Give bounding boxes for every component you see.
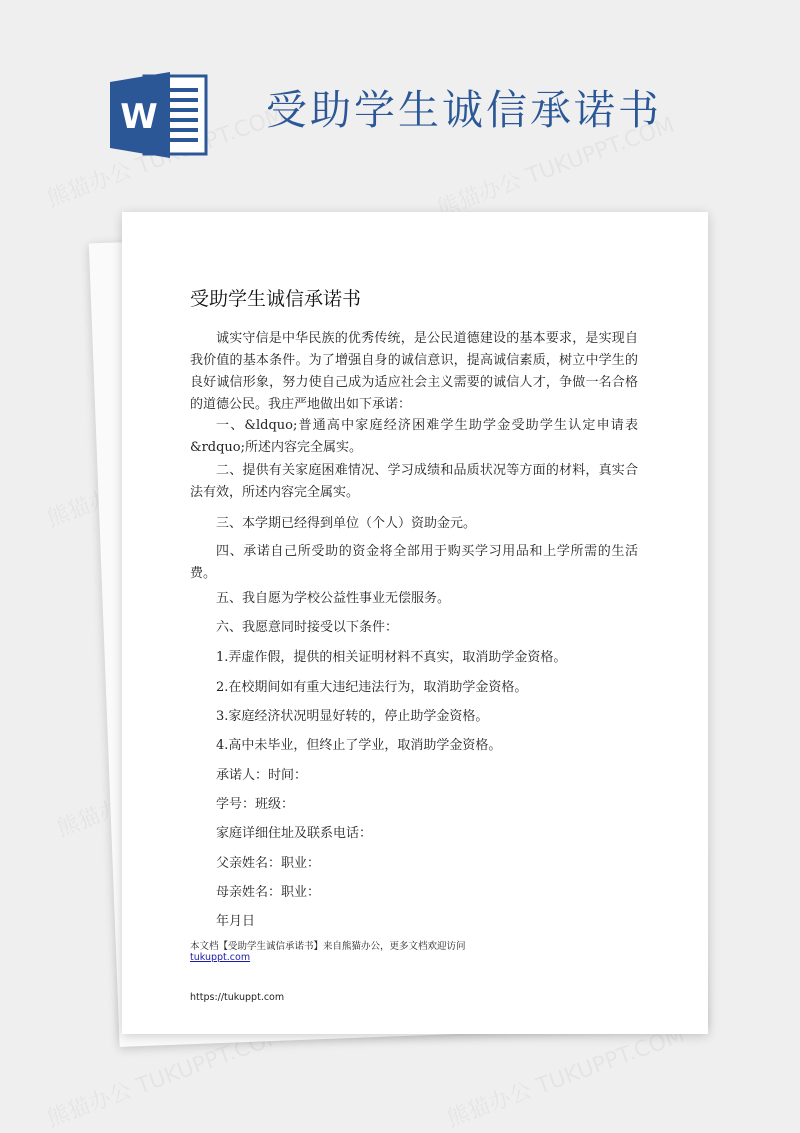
svg-text:W: W [120, 97, 158, 137]
field-address-phone: 家庭详细住址及联系电话： [216, 826, 373, 841]
footer-source-text: 本文档【受助学生诚信承诺书】来自熊猫办公，更多文档欢迎访问 [190, 941, 466, 952]
pledge-item-1: 一、&ldquo;普通高中家庭经济困难学生助学金受助学生认定申请表&rdquo;所述内容完全属实。 [190, 418, 638, 455]
pledge-item-3: 三、本学期已经得到单位（个人）资助金元。 [216, 516, 477, 531]
condition-item-1: 1.弄虚作假，提供的相关证明材料不真实，取消助学金资格。 [216, 650, 567, 665]
word-document-icon [108, 72, 212, 158]
field-mother: 母亲姓名：职业： [216, 885, 321, 900]
pledge-item-2: 二、提供有关家庭困难情况、学习成绩和品质状况等方面的材料，真实合法有效，所述内容完全属实。 [190, 463, 638, 500]
condition-item-2: 2.在校期间如有重大违纪违法行为，取消助学金资格。 [216, 680, 528, 695]
pledge-item-4: 四、承诺自己所受助的资金将全部用于购买学习用品和上学所需的生活费。 [190, 544, 638, 581]
pledge-item-5: 五、我自愿为学校公益性事业无偿服务。 [216, 591, 451, 606]
document-title: 受助学生诚信承诺书 [190, 288, 362, 310]
field-promiser-time: 承诺人：时间： [216, 768, 308, 783]
banner-title: 受助学生诚信承诺书 [266, 86, 662, 134]
condition-item-4: 4.高中未毕业，但终止了学业，取消助学金资格。 [216, 738, 502, 753]
watermark [442, 1018, 688, 1133]
footer-link[interactable]: tukuppt.com [190, 952, 251, 963]
intro-paragraph: 诚实守信是中华民族的优秀传统，是公民道德建设的基本要求，是实现自我价值的基本条件。为了增强自身的诚信意识，提高诚信素质，树立中学生的良好诚信形象，努力使自己成为适应社会主义需要的诚信人才，争做一名合格的道德公民。我庄严地做出如下承诺： [190, 331, 638, 412]
field-father: 父亲姓名：职业： [216, 856, 321, 871]
pledge-item-6: 六、我愿意同时接受以下条件： [216, 620, 399, 635]
condition-item-3: 3.家庭经济状况明显好转的，停止助学金资格。 [216, 709, 489, 724]
field-date: 年月日 [216, 914, 256, 929]
footer-url[interactable]: https://tukuppt.com [190, 992, 285, 1003]
field-id-class: 学号：班级： [216, 797, 295, 812]
